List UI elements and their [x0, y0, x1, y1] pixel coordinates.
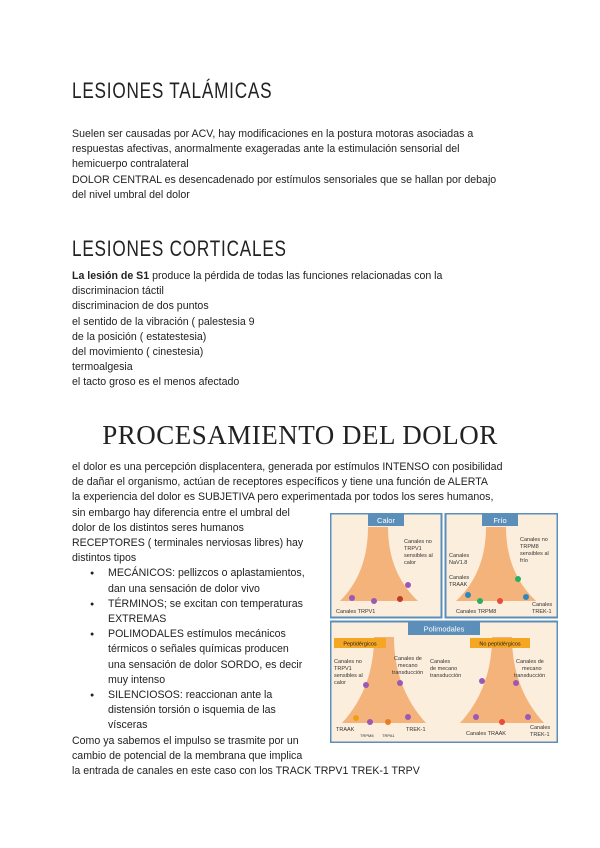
- text-line: sin embargo hay diferencia entre el umbral del: [72, 506, 290, 519]
- tag-polimodales-label: Polimodales: [423, 624, 465, 634]
- text-line: EXTREMAS: [108, 613, 167, 626]
- text-line: vísceras: [108, 719, 148, 732]
- nociceptor-figure: [330, 513, 558, 743]
- text-line: del movimiento ( cinestesia): [72, 346, 204, 359]
- text-line: térmicos o señales químicas producen: [108, 643, 289, 656]
- text-line: discriminacion de dos puntos: [72, 300, 209, 313]
- label-frio-left: Canales NaV1.8 Canales TRAAK: [449, 553, 470, 588]
- text-line: la entrada de canales en este caso con los TRACK TRPV1 TREK-1 TRPV: [72, 765, 420, 778]
- paragraph-corticales: [72, 269, 442, 391]
- tag-calor-label: Calor: [377, 516, 395, 525]
- text-line: del nivel umbral del dolor: [72, 188, 190, 201]
- nociceptor-diagram: [330, 513, 558, 743]
- text-line: muy intenso: [108, 673, 166, 686]
- label-pep-bottom-small: TRPM8 TRPA1: [360, 733, 395, 738]
- lead-rest: produce la pérdida de todas las funciones relacionadas con la: [149, 270, 443, 282]
- label-calor-top: Canales no TRPV1 sensibles al calor: [404, 539, 433, 566]
- label-calor-bottom: Canales TRPV1: [336, 609, 376, 615]
- text-line: RECEPTORES ( terminales nerviosas libres) hay: [72, 537, 304, 550]
- text-line: [72, 269, 442, 284]
- text-line: distintos tipos: [72, 552, 137, 565]
- tag-no-peptidergicos-label: No peptidérgicos: [479, 641, 521, 648]
- text-line: ● MECÁNICOS: pellizcos o aplastamientos,: [108, 567, 305, 580]
- text-line: el tacto groso es el menos afectado: [72, 376, 240, 389]
- paragraph-talamicas: [72, 127, 496, 203]
- text-line: cambio de potencial de la membrana que implica: [72, 749, 303, 762]
- text-line: ● TÉRMINOS; se excitan con temperaturas: [108, 597, 303, 610]
- label-nopep-a: Canales de mecano transducción: [430, 659, 462, 679]
- text-line: hemicuerpo contralateral: [72, 158, 189, 171]
- heading-procesamiento-dolor: PROCESAMIENTO DEL DOLOR: [102, 420, 498, 450]
- text-line: Suelen ser causadas por ACV, hay modificaciones en la postura motoras asociadas a: [72, 128, 474, 140]
- text-line: dan una sensación de dolor vivo: [108, 582, 260, 595]
- heading-lesiones-talamicas: LESIONES TALÁMICAS: [72, 78, 273, 103]
- text-line: de la posición ( estatestesia): [72, 330, 207, 343]
- label-frio-bottom-right: Canales TREK-1: [532, 602, 553, 615]
- text-line: el sentido de la vibración ( palestesia 9: [72, 315, 255, 328]
- text-line: termoalgesia: [72, 361, 133, 374]
- tag-peptidergicos-label: Peptidérgicos: [343, 641, 377, 648]
- text-line: distensión torsión o isquemia de las: [108, 704, 276, 717]
- tag-frio-label: Frío: [493, 516, 507, 525]
- heading-lesiones-corticales: LESIONES CORTICALES: [72, 236, 287, 261]
- text-line: de dañar el organismo, actúan de receptores específicos y tiene una función de ALERTA: [72, 476, 488, 489]
- label-frio-right: Canales no TRPM8 sensibles al frío: [520, 537, 549, 564]
- text-line: ● POLIMODALES estímulos mecánicos: [108, 628, 286, 641]
- text-line: el dolor es una percepción displacentera, generada por estímulos INTENSO con posibilidad: [72, 461, 503, 473]
- label-pep-bottom: TRAAK TREK-1: [336, 727, 426, 733]
- text-line: discriminacion táctil: [72, 285, 164, 298]
- label-pep-b: Canales de mecano transducción: [392, 656, 424, 676]
- label-nopep-b: Canales de mecano transducción: [514, 659, 546, 679]
- text-line: una sensación de dolor SORDO, es decir: [108, 658, 303, 671]
- label-pep-a: Canales no TRPV1 sensibles al calor: [334, 659, 363, 686]
- label-nopep-bottom-b: Canales TREK-1: [530, 725, 551, 738]
- label-nopep-bottom-a: Canales TRAAK: [466, 731, 506, 737]
- label-frio-bottom-left: Canales TRPM8: [456, 609, 497, 615]
- text-line: DOLOR CENTRAL es desencadenado por estímulos sensoriales que se hallan por debajo: [72, 173, 497, 186]
- bold-lead: La lesión de S1: [72, 270, 150, 282]
- text-line: la experiencia del dolor es SUBJETIVA pero experimentada por todos los seres humanos,: [72, 491, 494, 504]
- text-line: respuestas afectivas, anormalmente exageradas ante la estimulación sensorial del: [72, 143, 460, 156]
- text-line: ● SILENCIOSOS: reaccionan ante la: [108, 689, 273, 702]
- text-line: Como ya sabemos el impulso se trasmite por un: [72, 734, 299, 747]
- text-line: dolor de los distintos seres humanos: [72, 521, 244, 534]
